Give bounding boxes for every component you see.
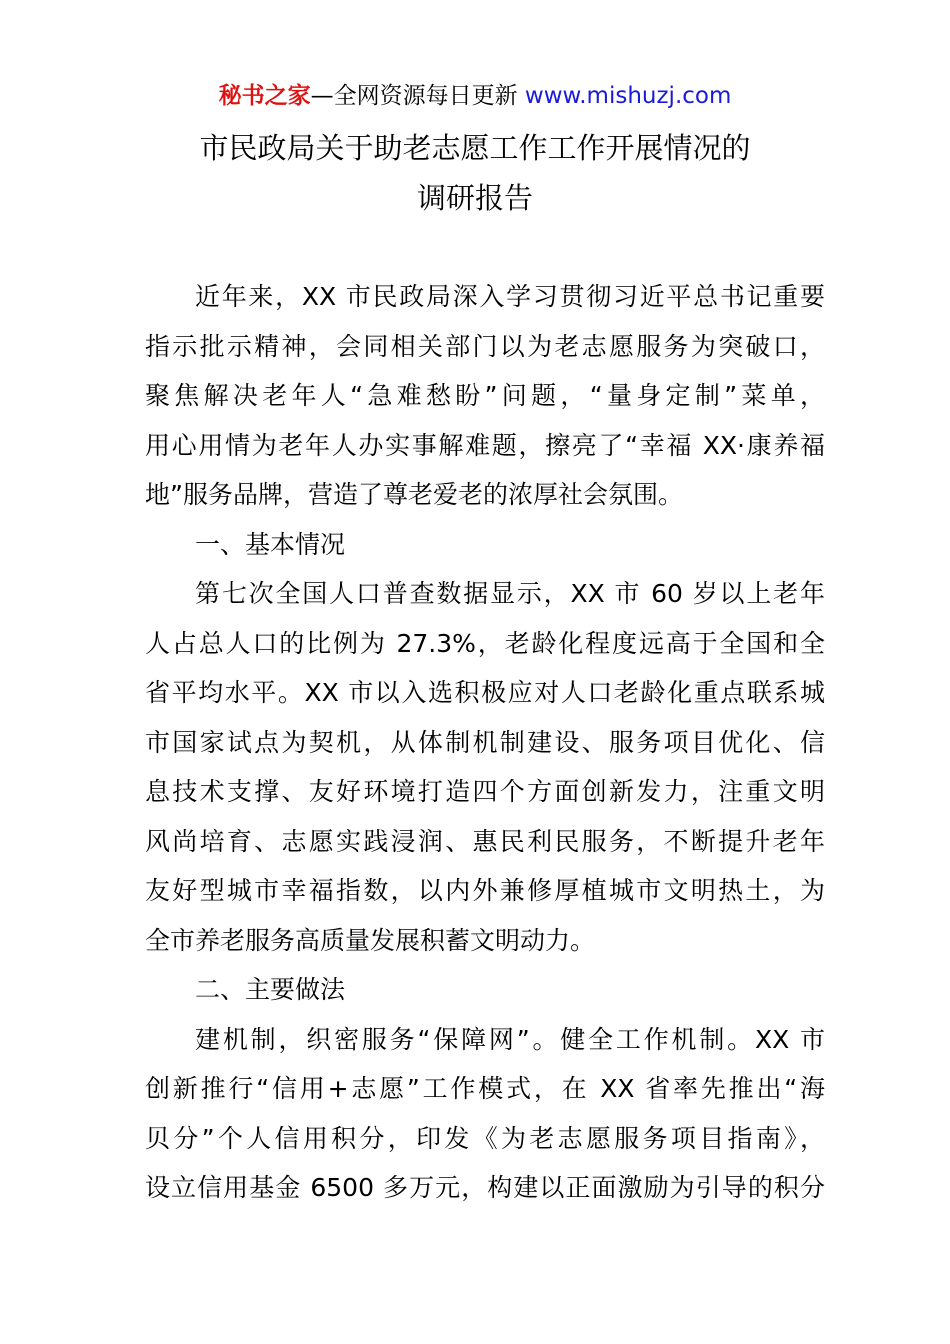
paragraph-line: 友好型城市幸福指数，以内外兼修厚植城市文明热土，为 bbox=[145, 876, 825, 905]
paragraph-line: 聚焦解决老年人“急难愁盼”问题，“量身定制”菜单， bbox=[145, 381, 825, 410]
paragraph-line: 指示批示精神，会同相关部门以为老志愿服务为突破口， bbox=[145, 331, 825, 361]
paragraph-line: 贝分”个人信用积分，印发《为老志愿服务项目指南》， bbox=[145, 1123, 825, 1153]
paragraph-line: 用心用情为老年人办实事解难题，擦亮了“幸福 XX·康养福 bbox=[145, 430, 825, 460]
paragraph-line: 建机制，织密服务“保障网”。健全工作机制。XX 市 bbox=[195, 1024, 825, 1054]
paragraph-line: 第七次全国人口普查数据显示，XX 市 60 岁以上老年 bbox=[195, 579, 825, 608]
site-header bbox=[0, 80, 950, 112]
paragraph-line: 创新推行“信用+志愿”工作模式，在 XX 省率先推出“海 bbox=[145, 1074, 825, 1103]
paragraph-line: 全市养老服务高质量发展积蓄文明动力。 bbox=[145, 925, 596, 955]
document-body bbox=[145, 272, 825, 1213]
site-url-link[interactable]: www.mishuzj.com bbox=[524, 83, 732, 109]
paragraph-line: 人占总人口的比例为 27.3%，老龄化程度远高于全国和全 bbox=[145, 628, 825, 658]
paragraph-line: 风尚培育、志愿实践浸润、惠民利民服务，不断提升老年 bbox=[145, 826, 825, 856]
document-title-line-1: 市民政局关于助老志愿工作工作开展情况的 bbox=[199, 131, 751, 165]
document-title-line-2: 调研报告 bbox=[416, 181, 533, 215]
section-heading-basic: 一、基本情况 bbox=[195, 529, 346, 559]
paragraph-line: 省平均水平。XX 市以入选积极应对人口老龄化重点联系城 bbox=[145, 678, 825, 707]
paragraph-line: 近年来，XX 市民政局深入学习贯彻习近平总书记重要 bbox=[195, 282, 825, 311]
site-brand: 秘书之家 bbox=[218, 83, 311, 109]
site-tagline: —全网资源每日更新 bbox=[310, 83, 518, 109]
paragraph-line: 市国家试点为契机，从体制机制建设、服务项目优化、信 bbox=[145, 727, 825, 757]
paragraph-line: 地”服务品牌，营造了尊老爱老的浓厚社会氛围。 bbox=[145, 480, 683, 509]
paragraph-line: 设立信用基金 6500 多万元，构建以正面激励为引导的积分 bbox=[145, 1173, 825, 1202]
paragraph-line: 息技术支撑、友好环境打造四个方面创新发力，注重文明 bbox=[145, 777, 825, 806]
section-heading-practices: 二、主要做法 bbox=[195, 975, 346, 1004]
